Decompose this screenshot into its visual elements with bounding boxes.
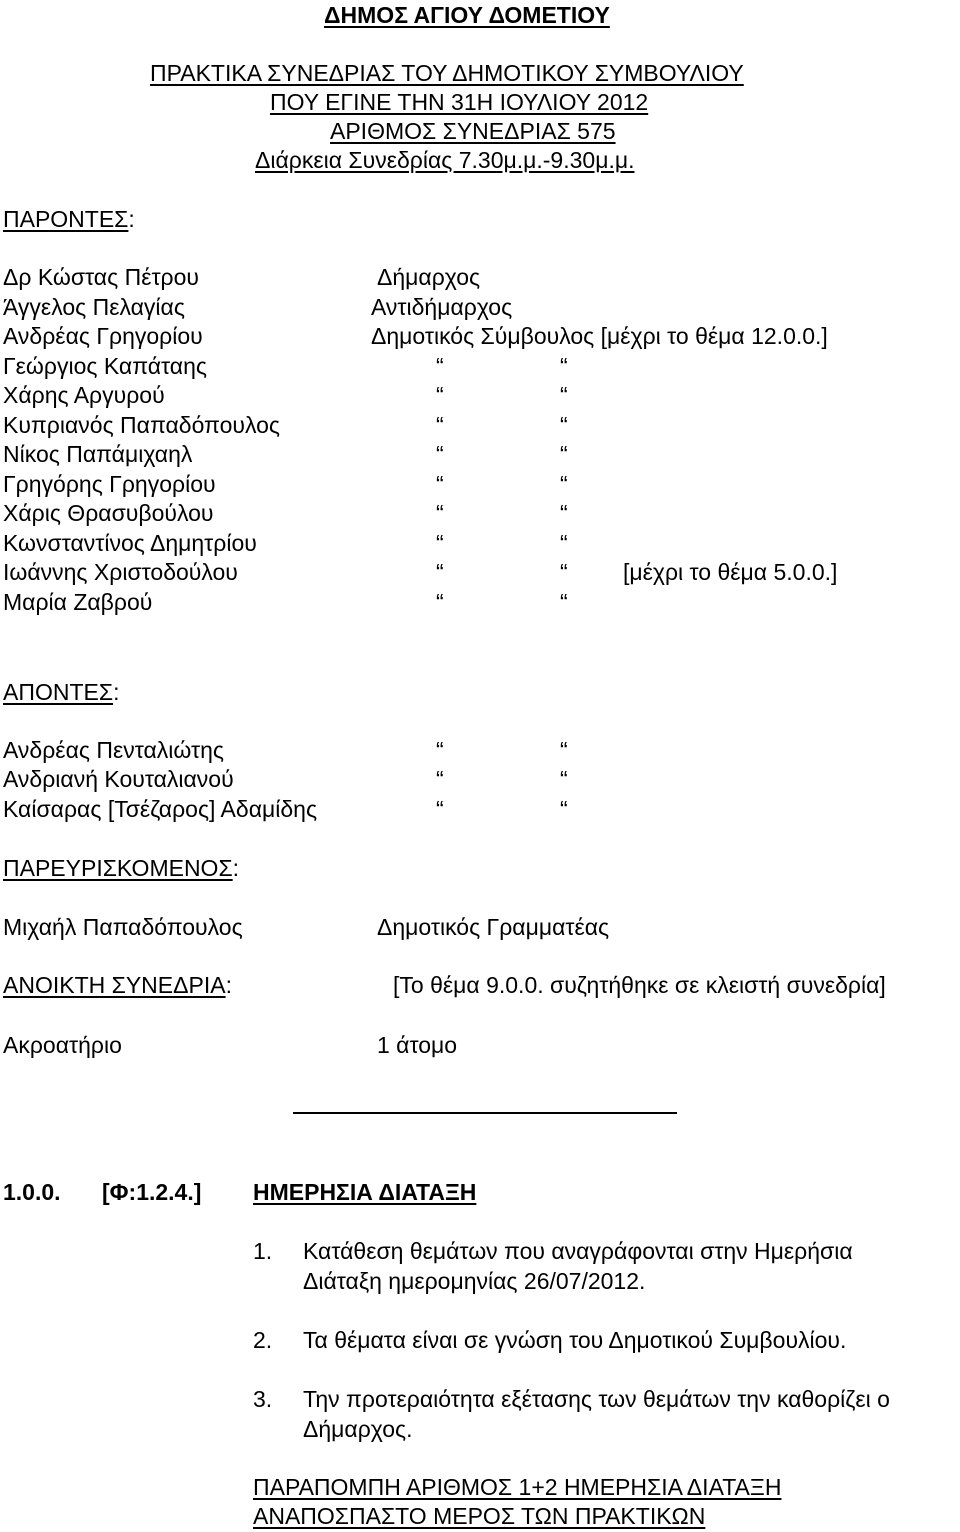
open-session-heading-colon: : xyxy=(225,972,232,998)
agenda-item-text: Δήμαρχος. xyxy=(303,1416,413,1442)
attending-heading-colon: : xyxy=(232,855,240,881)
agenda-item-number: 1. xyxy=(253,1238,273,1264)
ditto-mark: “ xyxy=(560,500,568,526)
present-member-role: Δήμαρχος xyxy=(377,264,481,290)
present-member-role: Αντιδήμαρχος xyxy=(371,294,513,320)
ditto-mark: “ xyxy=(560,471,568,497)
ditto-mark: “ xyxy=(436,500,444,526)
agenda-item-number: 2. xyxy=(253,1327,273,1353)
session-duration: Διάρκεια Συνεδρίας 7.30μ.μ.-9.30μ.μ. xyxy=(255,147,635,173)
present-member-name: Δρ Κώστας Πέτρου xyxy=(3,264,199,290)
present-heading-colon: : xyxy=(128,206,135,232)
ditto-mark: “ xyxy=(560,589,568,615)
absent-member-name: Ανδριανή Κουταλιανού xyxy=(3,766,234,792)
present-heading xyxy=(3,204,135,234)
minutes-title-line-1: ΠΡΑΚΤΙΚΑ ΣΥΝΕΔΡΙΑΣ ΤΟΥ ΔΗΜΟΤΙΚΟΥ ΣΥΜΒΟΥΛΙΟΥ xyxy=(150,60,744,86)
present-member-name: Χάρις Θρασυβούλου xyxy=(3,500,214,526)
agenda-item-number: 3. xyxy=(253,1386,273,1412)
present-member-name: Γεώργιος Καπάταης xyxy=(3,353,207,379)
attending-name: Μιχαήλ Παπαδόπουλος xyxy=(3,914,243,940)
ditto-mark: “ xyxy=(436,412,444,438)
ditto-mark: “ xyxy=(560,737,568,763)
audience-value: 1 άτομο xyxy=(377,1032,458,1058)
present-member-name: Κυπριανός Παπαδόπουλος xyxy=(3,412,280,438)
ditto-mark: “ xyxy=(436,441,444,467)
absent-member-name: Ανδρέας Πενταλιώτης xyxy=(3,737,224,763)
ditto-mark: “ xyxy=(560,441,568,467)
ditto-mark: “ xyxy=(560,530,568,556)
ditto-mark: “ xyxy=(436,471,444,497)
open-session-heading-label: ΑΝΟΙΚΤΗ ΣΥΝΕΔΡΙΑ xyxy=(3,972,226,998)
closed-session-note: [Το θέμα 9.0.0. συζητήθηκε σε κλειστή συνεδρία] xyxy=(393,972,886,998)
agenda-item-text: Διάταξη ημερομηνίας 26/07/2012. xyxy=(303,1268,646,1294)
present-member-name: Μαρία Ζαβρού xyxy=(3,589,153,615)
ditto-mark: “ xyxy=(436,766,444,792)
present-member-name: Ιωάννης Χριστοδούλου xyxy=(3,559,238,585)
agenda-number: 1.0.0. xyxy=(3,1179,61,1205)
agenda-file-ref: [Φ:1.2.4.] xyxy=(102,1179,202,1205)
ditto-mark: “ xyxy=(560,412,568,438)
absent-heading xyxy=(3,677,119,707)
ditto-mark: “ xyxy=(560,559,568,585)
ditto-mark: “ xyxy=(436,796,444,822)
open-session-heading xyxy=(3,970,232,1000)
attending-heading-label: ΠΑΡΕΥΡΙΣΚΟΜΕΝΟΣ xyxy=(3,855,233,881)
ditto-mark: “ xyxy=(436,382,444,408)
agenda-item-text: Την προτεραιότητα εξέτασης των θεμάτων την καθορίζει ο xyxy=(303,1386,890,1412)
agenda-item-text: Τα θέματα είναι σε γνώση του Δημοτικού Συμβουλίου. xyxy=(303,1327,847,1353)
attending-heading xyxy=(3,853,239,883)
minutes-extract-footer: ΑΝΑΠΟΣΠΑΣΤΟ ΜΕΡΟΣ ΤΩΝ ΠΡΑΚΤΙΚΩΝ xyxy=(253,1503,706,1529)
session-number: ΑΡΙΘΜΟΣ ΣΥΝΕΔΡΙΑΣ 575 xyxy=(330,118,616,144)
audience-label: Ακροατήριο xyxy=(3,1032,122,1058)
present-member-name: Νίκος Παπάμιχαηλ xyxy=(3,441,193,467)
minutes-title-line-2: ΠΟΥ ΕΓΙΝΕ ΤΗΝ 31Η ΙΟΥΛΙΟΥ 2012 xyxy=(270,89,649,115)
present-member-name: Κωνσταντίνος Δημητρίου xyxy=(3,530,257,556)
municipality-title: ΔΗΜΟΣ ΑΓΙΟΥ ΔΟΜΕΤΙΟΥ xyxy=(324,2,610,28)
ditto-mark: “ xyxy=(436,559,444,585)
ditto-mark: “ xyxy=(436,353,444,379)
absent-heading-label: ΑΠΟΝΤΕΣ xyxy=(3,679,114,705)
ditto-mark: “ xyxy=(436,737,444,763)
present-member-name: Άγγελος Πελαγίας xyxy=(3,294,185,320)
absent-member-name: Καίσαρας [Τσέζαρος] Αδαμίδης xyxy=(3,796,318,822)
absent-heading-colon: : xyxy=(113,679,120,705)
present-member-name: Γρηγόρης Γρηγορίου xyxy=(3,471,216,497)
ditto-mark: “ xyxy=(560,382,568,408)
present-member-note: [μέχρι το θέμα 5.0.0.] xyxy=(623,559,838,585)
referral-footer: ΠΑΡΑΠΟΜΠΗ ΑΡΙΘΜΟΣ 1+2 ΗΜΕΡΗΣΙΑ ΔΙΑΤΑΞΗ xyxy=(253,1474,782,1500)
ditto-mark: “ xyxy=(560,353,568,379)
present-member-role: Δημοτικός Σύμβουλος [μέχρι το θέμα 12.0.0.] xyxy=(371,323,828,349)
present-heading-label: ΠΑΡΟΝΤΕΣ xyxy=(3,206,129,232)
attending-role: Δημοτικός Γραμματέας xyxy=(377,914,610,940)
ditto-mark: “ xyxy=(560,766,568,792)
section-divider xyxy=(293,1112,677,1114)
agenda-item-text: Κατάθεση θεμάτων που αναγράφονται στην Ημερήσια xyxy=(303,1238,853,1264)
ditto-mark: “ xyxy=(560,796,568,822)
present-member-name: Ανδρέας Γρηγορίου xyxy=(3,323,203,349)
ditto-mark: “ xyxy=(436,530,444,556)
ditto-mark: “ xyxy=(436,589,444,615)
present-member-name: Χάρης Αργυρού xyxy=(3,382,165,408)
agenda-title: ΗΜΕΡΗΣΙΑ ΔΙΑΤΑΞΗ xyxy=(253,1179,477,1205)
